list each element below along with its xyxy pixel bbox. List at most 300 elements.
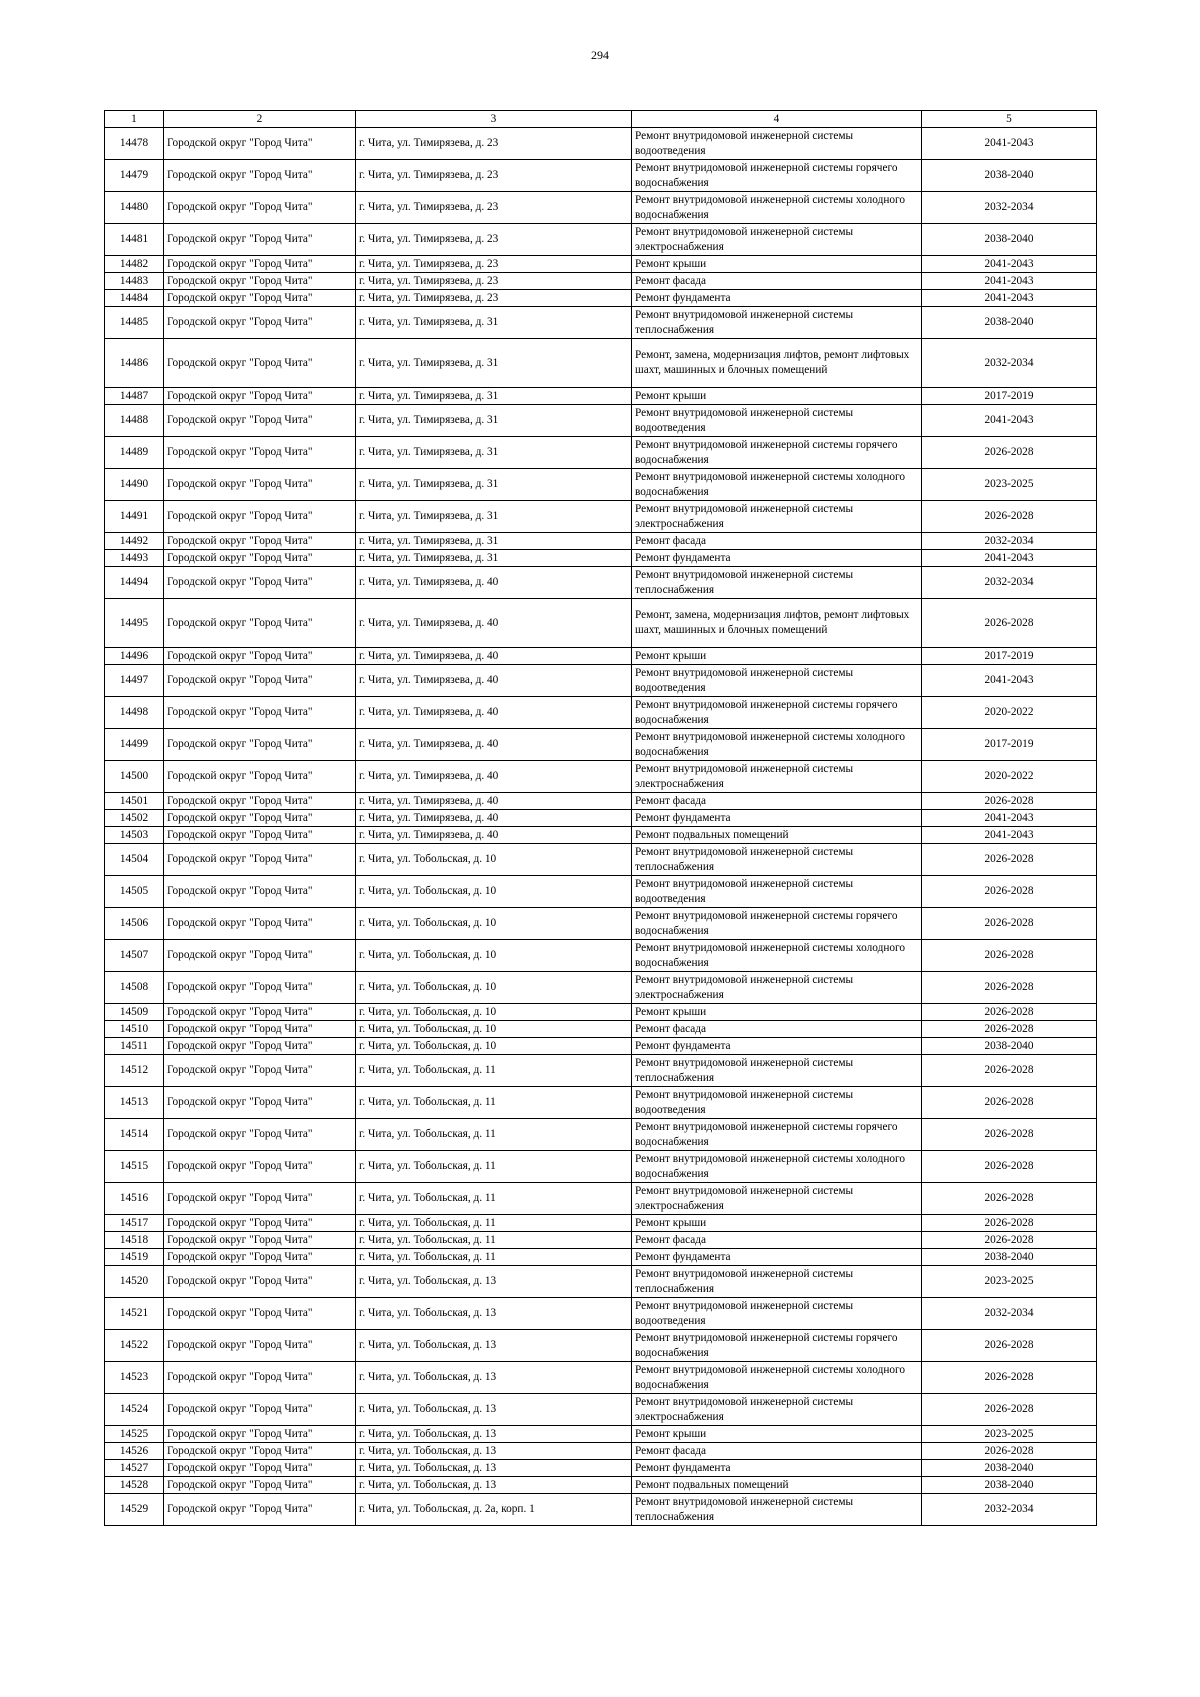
table-row bbox=[105, 876, 1097, 908]
municipality-cell: Городской округ "Город Чита" bbox=[164, 160, 356, 192]
row-number-cell: 14493 bbox=[105, 550, 164, 567]
period-cell: 2026-2028 bbox=[922, 1055, 1097, 1087]
municipality-cell: Городской округ "Город Чита" bbox=[164, 908, 356, 940]
row-number-cell: 14509 bbox=[105, 1004, 164, 1021]
work-type-cell: Ремонт внутридомовой инженерной системы горячего водоснабжения bbox=[632, 1330, 922, 1362]
municipality-cell: Городской округ "Город Чита" bbox=[164, 307, 356, 339]
period-cell: 2026-2028 bbox=[922, 793, 1097, 810]
period-cell: 2026-2028 bbox=[922, 1330, 1097, 1362]
repair-schedule-table bbox=[104, 110, 1097, 1526]
table-row bbox=[105, 1055, 1097, 1087]
period-cell: 2026-2028 bbox=[922, 1119, 1097, 1151]
row-number-cell: 14488 bbox=[105, 405, 164, 437]
table-row bbox=[105, 469, 1097, 501]
period-cell: 2026-2028 bbox=[922, 1151, 1097, 1183]
row-number-cell: 14486 bbox=[105, 339, 164, 388]
address-cell: г. Чита, ул. Тимирязева, д. 23 bbox=[356, 273, 632, 290]
table-row bbox=[105, 224, 1097, 256]
table-row bbox=[105, 1443, 1097, 1460]
period-cell: 2026-2028 bbox=[922, 1362, 1097, 1394]
address-cell: г. Чита, ул. Тимирязева, д. 23 bbox=[356, 192, 632, 224]
address-cell: г. Чита, ул. Тобольская, д. 11 bbox=[356, 1249, 632, 1266]
column-header: 1 bbox=[105, 111, 164, 128]
address-cell: г. Чита, ул. Тобольская, д. 11 bbox=[356, 1232, 632, 1249]
municipality-cell: Городской округ "Город Чита" bbox=[164, 550, 356, 567]
address-cell: г. Чита, ул. Тимирязева, д. 23 bbox=[356, 290, 632, 307]
period-cell: 2026-2028 bbox=[922, 908, 1097, 940]
period-cell: 2017-2019 bbox=[922, 648, 1097, 665]
period-cell: 2026-2028 bbox=[922, 876, 1097, 908]
address-cell: г. Чита, ул. Тимирязева, д. 40 bbox=[356, 599, 632, 648]
page-number: 294 bbox=[591, 48, 609, 62]
municipality-cell: Городской округ "Город Чита" bbox=[164, 1330, 356, 1362]
period-cell: 2041-2043 bbox=[922, 128, 1097, 160]
table-row bbox=[105, 697, 1097, 729]
work-type-cell: Ремонт внутридомовой инженерной системы холодного водоснабжения bbox=[632, 729, 922, 761]
work-type-cell: Ремонт внутридомовой инженерной системы теплоснабжения bbox=[632, 567, 922, 599]
municipality-cell: Городской округ "Город Чита" bbox=[164, 1151, 356, 1183]
table-row bbox=[105, 793, 1097, 810]
address-cell: г. Чита, ул. Тобольская, д. 13 bbox=[356, 1443, 632, 1460]
period-cell: 2032-2034 bbox=[922, 567, 1097, 599]
address-cell: г. Чита, ул. Тимирязева, д. 31 bbox=[356, 501, 632, 533]
work-type-cell: Ремонт фундамента bbox=[632, 1460, 922, 1477]
period-cell: 2023-2025 bbox=[922, 1426, 1097, 1443]
table-row bbox=[105, 1394, 1097, 1426]
column-header: 4 bbox=[632, 111, 922, 128]
table-row bbox=[105, 160, 1097, 192]
address-cell: г. Чита, ул. Тимирязева, д. 40 bbox=[356, 793, 632, 810]
address-cell: г. Чита, ул. Тобольская, д. 2а, корп. 1 bbox=[356, 1494, 632, 1526]
address-cell: г. Чита, ул. Тимирязева, д. 31 bbox=[356, 307, 632, 339]
address-cell: г. Чита, ул. Тобольская, д. 11 bbox=[356, 1151, 632, 1183]
row-number-cell: 14528 bbox=[105, 1477, 164, 1494]
table-row bbox=[105, 1426, 1097, 1443]
address-cell: г. Чита, ул. Тобольская, д. 13 bbox=[356, 1330, 632, 1362]
work-type-cell: Ремонт фундамента bbox=[632, 1038, 922, 1055]
municipality-cell: Городской округ "Город Чита" bbox=[164, 1298, 356, 1330]
work-type-cell: Ремонт внутридомовой инженерной системы водоотведения bbox=[632, 876, 922, 908]
municipality-cell: Городской округ "Город Чита" bbox=[164, 256, 356, 273]
table-row bbox=[105, 1038, 1097, 1055]
municipality-cell: Городской округ "Город Чита" bbox=[164, 876, 356, 908]
municipality-cell: Городской округ "Город Чита" bbox=[164, 697, 356, 729]
table-row bbox=[105, 1494, 1097, 1526]
address-cell: г. Чита, ул. Тимирязева, д. 40 bbox=[356, 665, 632, 697]
row-number-cell: 14489 bbox=[105, 437, 164, 469]
municipality-cell: Городской округ "Город Чита" bbox=[164, 339, 356, 388]
row-number-cell: 14514 bbox=[105, 1119, 164, 1151]
period-cell: 2026-2028 bbox=[922, 1087, 1097, 1119]
row-number-cell: 14495 bbox=[105, 599, 164, 648]
work-type-cell: Ремонт подвальных помещений bbox=[632, 827, 922, 844]
table-row bbox=[105, 501, 1097, 533]
row-number-cell: 14520 bbox=[105, 1266, 164, 1298]
period-cell: 2023-2025 bbox=[922, 469, 1097, 501]
municipality-cell: Городской округ "Город Чита" bbox=[164, 192, 356, 224]
municipality-cell: Городской округ "Город Чита" bbox=[164, 940, 356, 972]
address-cell: г. Чита, ул. Тимирязева, д. 40 bbox=[356, 729, 632, 761]
municipality-cell: Городской округ "Город Чита" bbox=[164, 388, 356, 405]
table-row bbox=[105, 550, 1097, 567]
table-row bbox=[105, 761, 1097, 793]
work-type-cell: Ремонт внутридомовой инженерной системы горячего водоснабжения bbox=[632, 697, 922, 729]
period-cell: 2032-2034 bbox=[922, 339, 1097, 388]
work-type-cell: Ремонт внутридомовой инженерной системы водоотведения bbox=[632, 405, 922, 437]
row-number-cell: 14483 bbox=[105, 273, 164, 290]
address-cell: г. Чита, ул. Тимирязева, д. 23 bbox=[356, 224, 632, 256]
period-cell: 2038-2040 bbox=[922, 1477, 1097, 1494]
work-type-cell: Ремонт внутридомовой инженерной системы электроснабжения bbox=[632, 761, 922, 793]
table-row bbox=[105, 388, 1097, 405]
work-type-cell: Ремонт крыши bbox=[632, 1215, 922, 1232]
period-cell: 2038-2040 bbox=[922, 307, 1097, 339]
table-row bbox=[105, 405, 1097, 437]
address-cell: г. Чита, ул. Тобольская, д. 10 bbox=[356, 844, 632, 876]
table-row bbox=[105, 729, 1097, 761]
address-cell: г. Чита, ул. Тобольская, д. 10 bbox=[356, 972, 632, 1004]
municipality-cell: Городской округ "Город Чита" bbox=[164, 665, 356, 697]
period-cell: 2026-2028 bbox=[922, 1394, 1097, 1426]
work-type-cell: Ремонт внутридомовой инженерной системы холодного водоснабжения bbox=[632, 1362, 922, 1394]
row-number-cell: 14479 bbox=[105, 160, 164, 192]
table-row bbox=[105, 128, 1097, 160]
table-row bbox=[105, 1330, 1097, 1362]
period-cell: 2041-2043 bbox=[922, 290, 1097, 307]
table-row bbox=[105, 533, 1097, 550]
row-number-cell: 14505 bbox=[105, 876, 164, 908]
municipality-cell: Городской округ "Город Чита" bbox=[164, 1087, 356, 1119]
table-row bbox=[105, 1215, 1097, 1232]
work-type-cell: Ремонт крыши bbox=[632, 1426, 922, 1443]
period-cell: 2026-2028 bbox=[922, 972, 1097, 1004]
row-number-cell: 14478 bbox=[105, 128, 164, 160]
work-type-cell: Ремонт внутридомовой инженерной системы водоотведения bbox=[632, 1298, 922, 1330]
row-number-cell: 14526 bbox=[105, 1443, 164, 1460]
row-number-cell: 14513 bbox=[105, 1087, 164, 1119]
municipality-cell: Городской округ "Город Чита" bbox=[164, 224, 356, 256]
column-header: 3 bbox=[356, 111, 632, 128]
row-number-cell: 14512 bbox=[105, 1055, 164, 1087]
municipality-cell: Городской округ "Город Чита" bbox=[164, 405, 356, 437]
municipality-cell: Городской округ "Город Чита" bbox=[164, 729, 356, 761]
work-type-cell: Ремонт внутридомовой инженерной системы горячего водоснабжения bbox=[632, 437, 922, 469]
row-number-cell: 14523 bbox=[105, 1362, 164, 1394]
period-cell: 2032-2034 bbox=[922, 192, 1097, 224]
address-cell: г. Чита, ул. Тобольская, д. 10 bbox=[356, 876, 632, 908]
work-type-cell: Ремонт крыши bbox=[632, 648, 922, 665]
work-type-cell: Ремонт крыши bbox=[632, 1004, 922, 1021]
period-cell: 2038-2040 bbox=[922, 1249, 1097, 1266]
address-cell: г. Чита, ул. Тобольская, д. 13 bbox=[356, 1477, 632, 1494]
municipality-cell: Городской округ "Город Чита" bbox=[164, 827, 356, 844]
address-cell: г. Чита, ул. Тимирязева, д. 40 bbox=[356, 697, 632, 729]
table-row bbox=[105, 1004, 1097, 1021]
period-cell: 2023-2025 bbox=[922, 1266, 1097, 1298]
row-number-cell: 14506 bbox=[105, 908, 164, 940]
work-type-cell: Ремонт внутридомовой инженерной системы теплоснабжения bbox=[632, 844, 922, 876]
row-number-cell: 14504 bbox=[105, 844, 164, 876]
work-type-cell: Ремонт крыши bbox=[632, 388, 922, 405]
period-cell: 2017-2019 bbox=[922, 388, 1097, 405]
work-type-cell: Ремонт фундамента bbox=[632, 550, 922, 567]
municipality-cell: Городской округ "Город Чита" bbox=[164, 533, 356, 550]
row-number-cell: 14481 bbox=[105, 224, 164, 256]
table-row bbox=[105, 1087, 1097, 1119]
municipality-cell: Городской округ "Город Чита" bbox=[164, 1477, 356, 1494]
period-cell: 2026-2028 bbox=[922, 1183, 1097, 1215]
period-cell: 2041-2043 bbox=[922, 550, 1097, 567]
municipality-cell: Городской округ "Город Чита" bbox=[164, 1249, 356, 1266]
address-cell: г. Чита, ул. Тимирязева, д. 40 bbox=[356, 827, 632, 844]
municipality-cell: Городской округ "Город Чита" bbox=[164, 1394, 356, 1426]
address-cell: г. Чита, ул. Тобольская, д. 10 bbox=[356, 1004, 632, 1021]
municipality-cell: Городской округ "Город Чита" bbox=[164, 972, 356, 1004]
municipality-cell: Городской округ "Город Чита" bbox=[164, 1021, 356, 1038]
work-type-cell: Ремонт фасада bbox=[632, 793, 922, 810]
row-number-cell: 14497 bbox=[105, 665, 164, 697]
work-type-cell: Ремонт внутридомовой инженерной системы горячего водоснабжения bbox=[632, 160, 922, 192]
table-row bbox=[105, 1266, 1097, 1298]
municipality-cell: Городской округ "Город Чита" bbox=[164, 501, 356, 533]
period-cell: 2026-2028 bbox=[922, 940, 1097, 972]
row-number-cell: 14515 bbox=[105, 1151, 164, 1183]
work-type-cell: Ремонт фасада bbox=[632, 273, 922, 290]
table-row bbox=[105, 1298, 1097, 1330]
municipality-cell: Городской округ "Город Чита" bbox=[164, 1119, 356, 1151]
work-type-cell: Ремонт внутридомовой инженерной системы водоотведения bbox=[632, 1087, 922, 1119]
address-cell: г. Чита, ул. Тимирязева, д. 31 bbox=[356, 437, 632, 469]
work-type-cell: Ремонт внутридомовой инженерной системы холодного водоснабжения bbox=[632, 940, 922, 972]
table-row bbox=[105, 273, 1097, 290]
period-cell: 2038-2040 bbox=[922, 224, 1097, 256]
row-number-cell: 14519 bbox=[105, 1249, 164, 1266]
address-cell: г. Чита, ул. Тимирязева, д. 31 bbox=[356, 533, 632, 550]
period-cell: 2026-2028 bbox=[922, 437, 1097, 469]
table-row bbox=[105, 1362, 1097, 1394]
address-cell: г. Чита, ул. Тимирязева, д. 31 bbox=[356, 550, 632, 567]
period-cell: 2041-2043 bbox=[922, 827, 1097, 844]
column-header: 2 bbox=[164, 111, 356, 128]
row-number-cell: 14502 bbox=[105, 810, 164, 827]
row-number-cell: 14511 bbox=[105, 1038, 164, 1055]
table-row bbox=[105, 1151, 1097, 1183]
table-row bbox=[105, 940, 1097, 972]
row-number-cell: 14492 bbox=[105, 533, 164, 550]
period-cell: 2026-2028 bbox=[922, 501, 1097, 533]
row-number-cell: 14496 bbox=[105, 648, 164, 665]
period-cell: 2038-2040 bbox=[922, 1460, 1097, 1477]
municipality-cell: Городской округ "Город Чита" bbox=[164, 273, 356, 290]
municipality-cell: Городской округ "Город Чита" bbox=[164, 1004, 356, 1021]
work-type-cell: Ремонт крыши bbox=[632, 256, 922, 273]
table-row bbox=[105, 1119, 1097, 1151]
period-cell: 2038-2040 bbox=[922, 160, 1097, 192]
table-row bbox=[105, 648, 1097, 665]
work-type-cell: Ремонт, замена, модернизация лифтов, ремонт лифтовых шахт, машинных и блочных помещений bbox=[632, 599, 922, 648]
row-number-cell: 14510 bbox=[105, 1021, 164, 1038]
work-type-cell: Ремонт внутридомовой инженерной системы электроснабжения bbox=[632, 972, 922, 1004]
table-body bbox=[105, 128, 1097, 1526]
work-type-cell: Ремонт, замена, модернизация лифтов, ремонт лифтовых шахт, машинных и блочных помещений bbox=[632, 339, 922, 388]
address-cell: г. Чита, ул. Тимирязева, д. 40 bbox=[356, 761, 632, 793]
municipality-cell: Городской округ "Город Чита" bbox=[164, 567, 356, 599]
period-cell: 2020-2022 bbox=[922, 697, 1097, 729]
period-cell: 2020-2022 bbox=[922, 761, 1097, 793]
row-number-cell: 14524 bbox=[105, 1394, 164, 1426]
table-row bbox=[105, 437, 1097, 469]
period-cell: 2026-2028 bbox=[922, 1443, 1097, 1460]
period-cell: 2041-2043 bbox=[922, 810, 1097, 827]
row-number-cell: 14517 bbox=[105, 1215, 164, 1232]
table-row bbox=[105, 1477, 1097, 1494]
row-number-cell: 14494 bbox=[105, 567, 164, 599]
period-cell: 2038-2040 bbox=[922, 1038, 1097, 1055]
municipality-cell: Городской округ "Город Чита" bbox=[164, 1266, 356, 1298]
address-cell: г. Чита, ул. Тобольская, д. 13 bbox=[356, 1426, 632, 1443]
period-cell: 2026-2028 bbox=[922, 1215, 1097, 1232]
address-cell: г. Чита, ул. Тимирязева, д. 40 bbox=[356, 567, 632, 599]
address-cell: г. Чита, ул. Тобольская, д. 11 bbox=[356, 1055, 632, 1087]
address-cell: г. Чита, ул. Тобольская, д. 11 bbox=[356, 1215, 632, 1232]
work-type-cell: Ремонт внутридомовой инженерной системы теплоснабжения bbox=[632, 1055, 922, 1087]
table-row bbox=[105, 192, 1097, 224]
table-row bbox=[105, 290, 1097, 307]
row-number-cell: 14490 bbox=[105, 469, 164, 501]
period-cell: 2017-2019 bbox=[922, 729, 1097, 761]
work-type-cell: Ремонт внутридомовой инженерной системы электроснабжения bbox=[632, 224, 922, 256]
work-type-cell: Ремонт внутридомовой инженерной системы водоотведения bbox=[632, 128, 922, 160]
address-cell: г. Чита, ул. Тимирязева, д. 40 bbox=[356, 648, 632, 665]
municipality-cell: Городской округ "Город Чита" bbox=[164, 1215, 356, 1232]
column-header: 5 bbox=[922, 111, 1097, 128]
address-cell: г. Чита, ул. Тобольская, д. 10 bbox=[356, 908, 632, 940]
municipality-cell: Городской округ "Город Чита" bbox=[164, 844, 356, 876]
address-cell: г. Чита, ул. Тобольская, д. 10 bbox=[356, 1021, 632, 1038]
row-number-cell: 14508 bbox=[105, 972, 164, 1004]
municipality-cell: Городской округ "Город Чита" bbox=[164, 1232, 356, 1249]
period-cell: 2041-2043 bbox=[922, 405, 1097, 437]
work-type-cell: Ремонт внутридомовой инженерной системы горячего водоснабжения bbox=[632, 1119, 922, 1151]
row-number-cell: 14499 bbox=[105, 729, 164, 761]
municipality-cell: Городской округ "Город Чита" bbox=[164, 1183, 356, 1215]
header-row bbox=[105, 111, 1097, 128]
row-number-cell: 14521 bbox=[105, 1298, 164, 1330]
address-cell: г. Чита, ул. Тимирязева, д. 31 bbox=[356, 339, 632, 388]
period-cell: 2026-2028 bbox=[922, 844, 1097, 876]
work-type-cell: Ремонт фундамента bbox=[632, 290, 922, 307]
row-number-cell: 14527 bbox=[105, 1460, 164, 1477]
period-cell: 2032-2034 bbox=[922, 1298, 1097, 1330]
work-type-cell: Ремонт внутридомовой инженерной системы теплоснабжения bbox=[632, 1494, 922, 1526]
table-row bbox=[105, 665, 1097, 697]
work-type-cell: Ремонт внутридомовой инженерной системы электроснабжения bbox=[632, 1183, 922, 1215]
table-row bbox=[105, 827, 1097, 844]
municipality-cell: Городской округ "Город Чита" bbox=[164, 437, 356, 469]
work-type-cell: Ремонт внутридомовой инженерной системы холодного водоснабжения bbox=[632, 192, 922, 224]
row-number-cell: 14480 bbox=[105, 192, 164, 224]
municipality-cell: Городской округ "Город Чита" bbox=[164, 599, 356, 648]
row-number-cell: 14485 bbox=[105, 307, 164, 339]
address-cell: г. Чита, ул. Тобольская, д. 11 bbox=[356, 1183, 632, 1215]
row-number-cell: 14507 bbox=[105, 940, 164, 972]
work-type-cell: Ремонт фасада bbox=[632, 1443, 922, 1460]
address-cell: г. Чита, ул. Тимирязева, д. 23 bbox=[356, 128, 632, 160]
address-cell: г. Чита, ул. Тобольская, д. 13 bbox=[356, 1362, 632, 1394]
row-number-cell: 14522 bbox=[105, 1330, 164, 1362]
address-cell: г. Чита, ул. Тимирязева, д. 23 bbox=[356, 160, 632, 192]
municipality-cell: Городской округ "Город Чита" bbox=[164, 1426, 356, 1443]
work-type-cell: Ремонт внутридомовой инженерной системы теплоснабжения bbox=[632, 307, 922, 339]
table-row bbox=[105, 908, 1097, 940]
period-cell: 2026-2028 bbox=[922, 599, 1097, 648]
row-number-cell: 14518 bbox=[105, 1232, 164, 1249]
address-cell: г. Чита, ул. Тобольская, д. 13 bbox=[356, 1460, 632, 1477]
address-cell: г. Чита, ул. Тобольская, д. 13 bbox=[356, 1298, 632, 1330]
table-row bbox=[105, 339, 1097, 388]
address-cell: г. Чита, ул. Тимирязева, д. 31 bbox=[356, 469, 632, 501]
address-cell: г. Чита, ул. Тимирязева, д. 31 bbox=[356, 405, 632, 437]
address-cell: г. Чита, ул. Тобольская, д. 11 bbox=[356, 1087, 632, 1119]
work-type-cell: Ремонт подвальных помещений bbox=[632, 1477, 922, 1494]
table-row bbox=[105, 1183, 1097, 1215]
period-cell: 2026-2028 bbox=[922, 1004, 1097, 1021]
row-number-cell: 14498 bbox=[105, 697, 164, 729]
table-row bbox=[105, 972, 1097, 1004]
address-cell: г. Чита, ул. Тимирязева, д. 23 bbox=[356, 256, 632, 273]
municipality-cell: Городской округ "Город Чита" bbox=[164, 290, 356, 307]
table-row bbox=[105, 844, 1097, 876]
work-type-cell: Ремонт внутридомовой инженерной системы теплоснабжения bbox=[632, 1266, 922, 1298]
row-number-cell: 14482 bbox=[105, 256, 164, 273]
municipality-cell: Городской округ "Город Чита" bbox=[164, 1443, 356, 1460]
period-cell: 2041-2043 bbox=[922, 665, 1097, 697]
work-type-cell: Ремонт фасада bbox=[632, 1232, 922, 1249]
address-cell: г. Чита, ул. Тобольская, д. 10 bbox=[356, 1038, 632, 1055]
address-cell: г. Чита, ул. Тобольская, д. 13 bbox=[356, 1266, 632, 1298]
work-type-cell: Ремонт фасада bbox=[632, 533, 922, 550]
municipality-cell: Городской округ "Город Чита" bbox=[164, 128, 356, 160]
work-type-cell: Ремонт внутридомовой инженерной системы водоотведения bbox=[632, 665, 922, 697]
period-cell: 2032-2034 bbox=[922, 533, 1097, 550]
table-row bbox=[105, 567, 1097, 599]
work-type-cell: Ремонт фасада bbox=[632, 1021, 922, 1038]
address-cell: г. Чита, ул. Тобольская, д. 11 bbox=[356, 1119, 632, 1151]
work-type-cell: Ремонт фундамента bbox=[632, 1249, 922, 1266]
work-type-cell: Ремонт фундамента bbox=[632, 810, 922, 827]
municipality-cell: Городской округ "Город Чита" bbox=[164, 1460, 356, 1477]
period-cell: 2026-2028 bbox=[922, 1232, 1097, 1249]
table-row bbox=[105, 1232, 1097, 1249]
period-cell: 2026-2028 bbox=[922, 1021, 1097, 1038]
row-number-cell: 14500 bbox=[105, 761, 164, 793]
municipality-cell: Городской округ "Город Чита" bbox=[164, 648, 356, 665]
work-type-cell: Ремонт внутридомовой инженерной системы холодного водоснабжения bbox=[632, 1151, 922, 1183]
municipality-cell: Городской округ "Город Чита" bbox=[164, 761, 356, 793]
period-cell: 2041-2043 bbox=[922, 273, 1097, 290]
municipality-cell: Городской округ "Город Чита" bbox=[164, 1038, 356, 1055]
table-row bbox=[105, 1460, 1097, 1477]
table-row bbox=[105, 307, 1097, 339]
municipality-cell: Городской округ "Город Чита" bbox=[164, 1362, 356, 1394]
municipality-cell: Городской округ "Город Чита" bbox=[164, 1055, 356, 1087]
row-number-cell: 14516 bbox=[105, 1183, 164, 1215]
address-cell: г. Чита, ул. Тобольская, д. 13 bbox=[356, 1394, 632, 1426]
work-type-cell: Ремонт внутридомовой инженерной системы электроснабжения bbox=[632, 501, 922, 533]
work-type-cell: Ремонт внутридомовой инженерной системы холодного водоснабжения bbox=[632, 469, 922, 501]
table-row bbox=[105, 810, 1097, 827]
row-number-cell: 14487 bbox=[105, 388, 164, 405]
